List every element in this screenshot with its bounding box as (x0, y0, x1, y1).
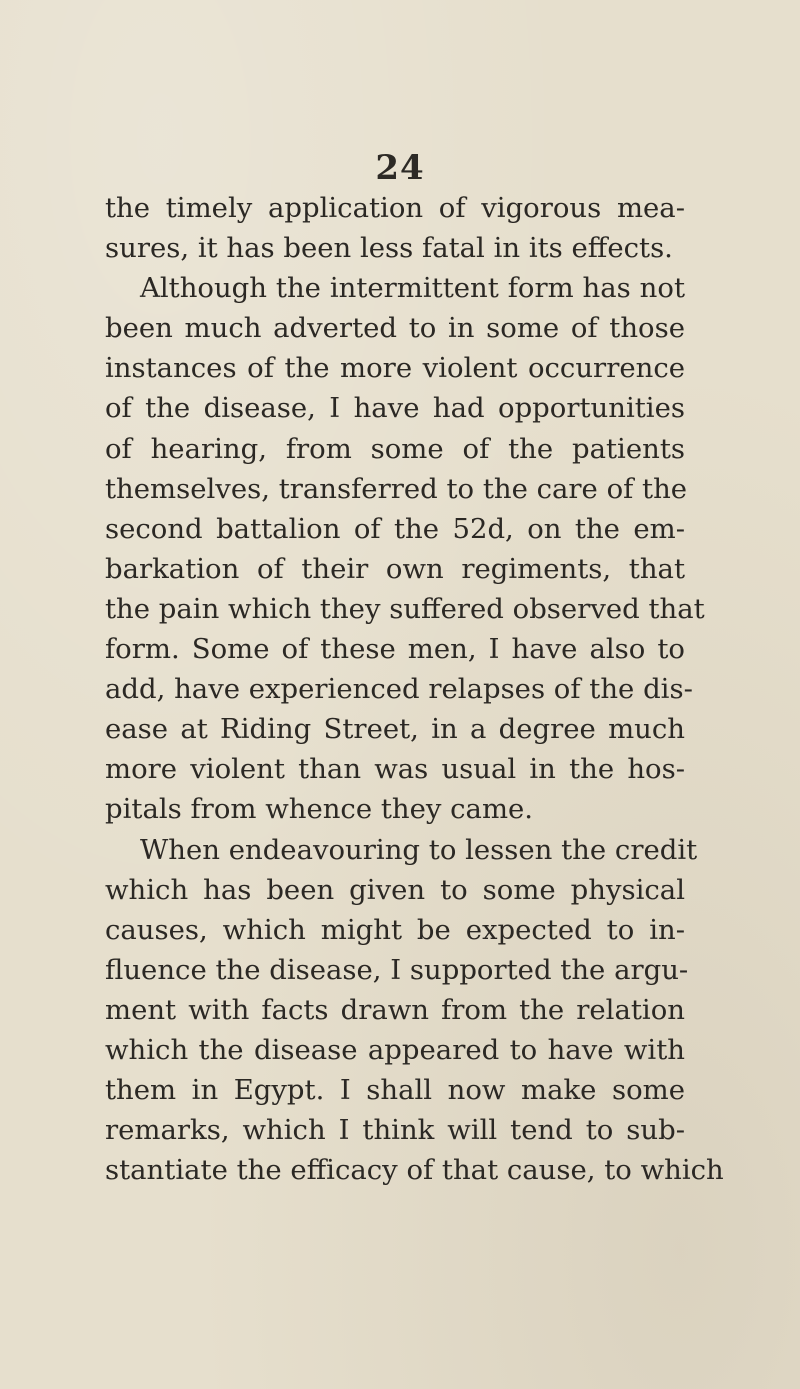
text-line: remarks, which I think will tend to sub- (105, 1114, 685, 1147)
text-line: fluence the disease, I supported the argu- (105, 953, 689, 986)
text-line: themselves, transferred to the care of the (105, 472, 688, 505)
text-line: the timely application of vigorous mea- (105, 192, 685, 224)
text-line: ment with facts drawn from the relation (105, 993, 685, 1026)
text-line: sures, it has been less fatal in its effects. (105, 232, 673, 265)
body-text (105, 188, 724, 1190)
text-line: which the disease appeared to have with (105, 1033, 685, 1066)
text-line: second battalion of the 52d, on the em- (105, 512, 685, 545)
text-line: been much adverted to in some of those (105, 312, 685, 345)
text-line: the pain which they suffered observed that (105, 592, 705, 625)
text-line: pitals from whence they came. (105, 793, 534, 826)
text-line: of the disease, I have had opportunities (105, 392, 685, 425)
text-line: stantiate the efficacy of that cause, to which (105, 1154, 724, 1187)
page-number: 24 (375, 148, 425, 188)
paragraph-start-line: Although the intermittent form has not (140, 272, 685, 305)
text-line: form. Some of these men, I have also to (105, 633, 685, 666)
text-line: instances of the more violent occurrence (105, 352, 685, 385)
paragraph-start-line: When endeavouring to lessen the credit (140, 833, 698, 866)
text-line: which has been given to some physical (105, 873, 685, 906)
text-line: them in Egypt. I shall now make some (105, 1074, 685, 1107)
text-line: causes, which might be expected to in- (105, 913, 685, 946)
text-line: more violent than was usual in the hos- (105, 753, 685, 786)
text-line: add, have experienced relapses of the dis- (105, 673, 693, 706)
text-line: barkation of their own regiments, that (105, 552, 685, 585)
text-line: ease at Riding Street, in a degree much (105, 713, 685, 746)
text-line: of hearing, from some of the patients (105, 432, 685, 465)
